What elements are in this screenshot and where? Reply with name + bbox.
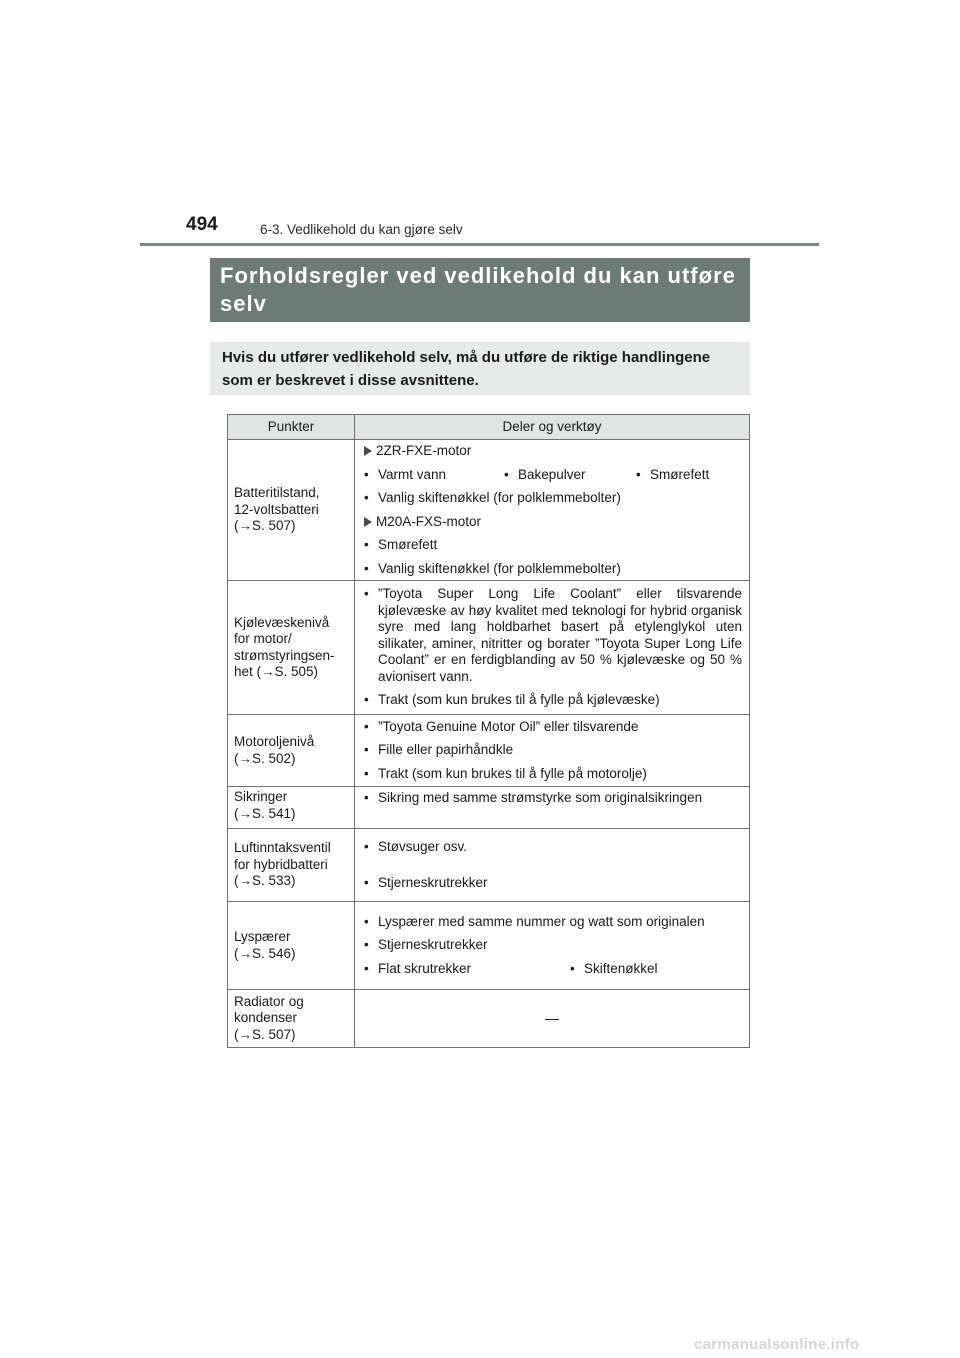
- page-number: 494: [186, 214, 218, 235]
- section-label: 6-3. Vedlikehold du kan gjøre selv: [260, 222, 463, 237]
- tools-row: [362, 961, 742, 978]
- item-line: het (→S. 505): [234, 664, 319, 679]
- table-row: [228, 715, 750, 787]
- item-line: (→S. 507): [234, 1026, 296, 1042]
- item-line: (→S. 502): [234, 750, 296, 766]
- table-row: [228, 440, 750, 581]
- item-line: for hybridbatteri: [234, 856, 328, 872]
- triangle-icon: [364, 517, 372, 527]
- item-line: Sikringer: [234, 789, 288, 804]
- list-item: • Bakepulver: [502, 467, 634, 484]
- item-line: for motor/: [234, 631, 292, 646]
- item-line: strømstyringsen-: [234, 647, 335, 663]
- table-row: [228, 902, 750, 990]
- column-header-items: Punkter: [228, 415, 355, 440]
- list-item: • Vanlig skiftenøkkel (for polklemmebolter): [362, 561, 742, 578]
- list-item: • ”Toyota Super Long Life Coolant” eller tilsvarende kjølevæske av høy kvalitet med teknologi for hybrid organisk syre med lang holdbarhet basert på etylenglykol uten silikater, aminer, nitritter og borater ”Toyota Super Long Life Coolant” er en ferdigblanding av 50 % kjølevæske og 50 % avionisert vann.: [362, 586, 742, 685]
- item-cell: [228, 902, 355, 990]
- tools-cell: [355, 787, 750, 829]
- item-cell: [228, 581, 355, 715]
- list-item: • Flat skrutrekker: [362, 961, 568, 978]
- item-cell: [228, 829, 355, 902]
- list-item: • Trakt (som kun brukes til å fylle på motorolje): [362, 766, 742, 783]
- section-title: Forholdsregler ved vedlikehold du kan utføre selv: [210, 258, 750, 322]
- item-cell: [228, 787, 355, 829]
- tools-cell: [355, 715, 750, 787]
- item-line: Luftinntaksventil: [234, 840, 331, 856]
- list-item: • Fille eller papirhåndkle: [362, 742, 742, 759]
- watermark: carmanualsonline.info: [694, 1336, 860, 1353]
- item-line: (→S. 507): [234, 518, 296, 534]
- engine-label: [362, 514, 742, 531]
- engine-label: [362, 443, 742, 460]
- parts-table: [227, 414, 750, 1048]
- tools-cell: [355, 829, 750, 902]
- tools-cell: [355, 990, 750, 1048]
- triangle-icon: [364, 446, 372, 456]
- item-line: Lyspærer: [234, 929, 291, 944]
- column-header-tools: Deler og verktøy: [355, 415, 750, 440]
- table-row: [228, 990, 750, 1048]
- list-item: • Lyspærer med samme nummer og watt som originalen: [362, 914, 742, 931]
- item-line: (→S. 541): [234, 805, 296, 821]
- item-line: Radiator og: [234, 993, 304, 1009]
- table-row: [228, 581, 750, 715]
- table-row: [228, 829, 750, 902]
- list-item: • Stjerneskrutrekker: [362, 937, 742, 954]
- list-item: • Skiftenøkkel: [568, 961, 658, 978]
- list-item: • Stjerneskrutrekker: [362, 875, 742, 892]
- item-line: Kjølevæskenivå: [234, 614, 330, 630]
- list-item: • Vanlig skiftenøkkel (for polklemmebolter): [362, 490, 742, 507]
- empty-dash: —: [545, 1010, 559, 1027]
- tools-cell: [355, 440, 750, 581]
- item-line: (→S. 533): [234, 873, 296, 889]
- header-rule: [140, 243, 819, 246]
- tools-cell: [355, 902, 750, 990]
- item-cell: [228, 990, 355, 1048]
- tools-row: [362, 467, 742, 484]
- list-item: • Sikring med samme strømstyrke som originalsikringen: [362, 790, 742, 807]
- item-line: Batteritilstand,: [234, 485, 320, 501]
- list-item: • Smørefett: [634, 467, 709, 484]
- list-item: • Støvsuger osv.: [362, 839, 742, 856]
- engine-label-text: M20A-FXS-motor: [376, 513, 482, 529]
- item-line: (→S. 546): [234, 945, 296, 961]
- engine-label-text: 2ZR-FXE-motor: [376, 443, 472, 458]
- tools-cell: [355, 581, 750, 715]
- table-header-row: [228, 415, 750, 440]
- item-cell: [228, 715, 355, 787]
- list-item: • ”Toyota Genuine Motor Oil” eller tilsvarende: [362, 719, 742, 736]
- table-row: [228, 787, 750, 829]
- list-item: • Varmt vann: [362, 467, 502, 484]
- item-line: 12-voltsbatteri: [234, 501, 319, 517]
- item-line: kondenser: [234, 1010, 298, 1026]
- intro-text: Hvis du utfører vedlikehold selv, må du utføre de riktige handlingene som er beskrevet i disse avsnittene.: [210, 342, 750, 395]
- item-line: Motoroljenivå: [234, 734, 315, 749]
- item-cell: [228, 440, 355, 581]
- list-item: • Smørefett: [362, 537, 742, 554]
- list-item: • Trakt (som kun brukes til å fylle på kjølevæske): [362, 692, 742, 709]
